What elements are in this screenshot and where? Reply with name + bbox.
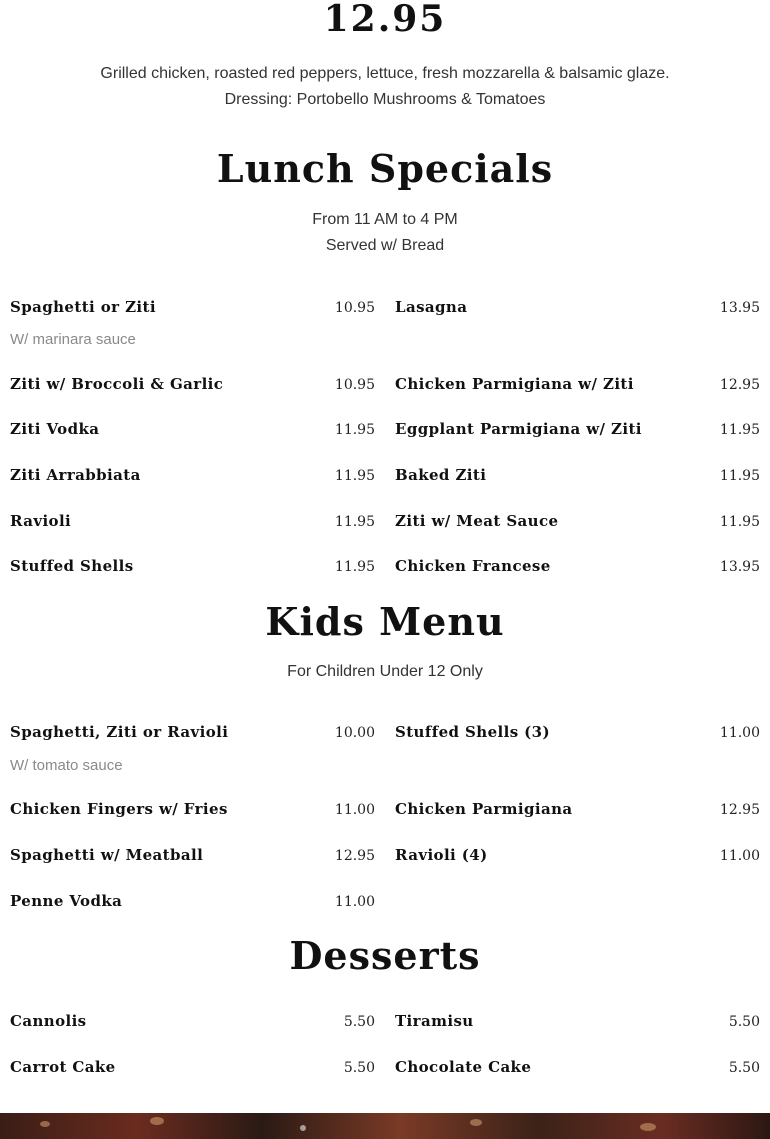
menu-item	[395, 375, 760, 399]
menu-item	[10, 1012, 375, 1036]
kids-subtitle: For Children Under 12 Only	[287, 663, 483, 680]
item-price: 5.50	[728, 1060, 760, 1076]
image-detail	[150, 1117, 164, 1125]
menu-item	[10, 892, 375, 916]
lunch-served: Served w/ Bread	[325, 237, 445, 254]
item-price: 12.95	[334, 848, 375, 864]
image-detail	[40, 1121, 50, 1127]
menu-item	[10, 420, 375, 444]
item-name: Eggplant Parmigiana w/ Ziti	[395, 420, 642, 438]
item-price: 11.00	[719, 848, 760, 864]
menu-item	[10, 557, 375, 581]
image-detail	[640, 1123, 656, 1131]
item-price: 11.00	[334, 802, 375, 818]
item-name: Spaghetti w/ Meatball	[10, 846, 204, 864]
kids-note: W/ tomato sauce	[10, 757, 123, 774]
item-name: Ziti w/ Broccoli & Garlic	[10, 375, 224, 393]
desserts-title: Desserts	[289, 933, 481, 978]
image-detail	[300, 1125, 306, 1131]
item-name: Stuffed Shells	[10, 557, 134, 575]
item-name: Chocolate Cake	[395, 1058, 532, 1076]
item-name: Baked Ziti	[395, 466, 487, 484]
item-price: 10.95	[334, 300, 375, 316]
item-name: Penne Vodka	[10, 892, 123, 910]
item-price: 5.50	[728, 1014, 760, 1030]
item-name: Lasagna	[395, 298, 468, 316]
item-price: 5.50	[343, 1060, 375, 1076]
menu-item	[10, 846, 375, 870]
menu-item	[10, 723, 375, 747]
image-detail	[470, 1119, 482, 1126]
menu-item	[395, 512, 760, 536]
item-price: 11.00	[719, 725, 760, 741]
special-price: 12.95	[323, 0, 447, 40]
item-price: 12.95	[719, 377, 760, 393]
item-price: 11.95	[334, 514, 375, 530]
item-price: 12.95	[719, 802, 760, 818]
item-name: Ziti w/ Meat Sauce	[395, 512, 559, 530]
item-name: Ravioli	[10, 512, 72, 530]
item-name: Chicken Fingers w/ Fries	[10, 800, 228, 818]
menu-item	[10, 375, 375, 399]
menu-item	[10, 1058, 375, 1082]
special-dressing: Dressing: Portobello Mushrooms & Tomatoes	[224, 91, 546, 108]
item-name: Chicken Francese	[395, 557, 551, 575]
item-price: 11.95	[334, 422, 375, 438]
menu-item	[10, 466, 375, 490]
menu-item	[10, 298, 375, 322]
item-price: 10.00	[334, 725, 375, 741]
special-description: Grilled chicken, roasted red peppers, lettuce, fresh mozzarella & balsamic glaze.	[100, 65, 670, 82]
item-name: Stuffed Shells (3)	[395, 723, 551, 741]
item-name: Chicken Parmigiana w/ Ziti	[395, 375, 634, 393]
menu-item	[395, 557, 760, 581]
menu-item	[395, 800, 760, 824]
item-price: 13.95	[719, 300, 760, 316]
item-name: Spaghetti, Ziti or Ravioli	[10, 723, 229, 741]
item-price: 11.00	[334, 894, 375, 910]
item-price: 11.95	[334, 468, 375, 484]
lunch-specials-title: Lunch Specials	[216, 146, 554, 191]
menu-item	[395, 723, 760, 747]
kids-menu-title: Kids Menu	[265, 599, 505, 644]
item-name: Ravioli (4)	[395, 846, 488, 864]
item-name: Chicken Parmigiana	[395, 800, 573, 818]
menu-item	[395, 846, 760, 870]
lunch-hours: From 11 AM to 4 PM	[312, 211, 458, 228]
item-price: 13.95	[719, 559, 760, 575]
item-name: Ziti Arrabbiata	[10, 466, 141, 484]
item-name: Carrot Cake	[10, 1058, 116, 1076]
item-price: 11.95	[334, 559, 375, 575]
item-name: Cannolis	[10, 1012, 87, 1030]
item-price: 5.50	[343, 1014, 375, 1030]
item-name: Spaghetti or Ziti	[10, 298, 156, 316]
lunch-note: W/ marinara sauce	[10, 331, 136, 348]
menu-item	[395, 1012, 760, 1036]
menu-item	[395, 420, 760, 444]
item-price: 10.95	[334, 377, 375, 393]
item-price: 11.95	[719, 468, 760, 484]
item-name: Ziti Vodka	[10, 420, 100, 438]
menu-item	[395, 466, 760, 490]
item-name: Tiramisu	[395, 1012, 474, 1030]
menu-item	[395, 298, 760, 322]
item-price: 11.95	[719, 514, 760, 530]
menu-item	[10, 800, 375, 824]
menu-item	[395, 1058, 760, 1082]
item-price: 11.95	[719, 422, 760, 438]
menu-item	[10, 512, 375, 536]
footer-food-image	[0, 1113, 770, 1139]
